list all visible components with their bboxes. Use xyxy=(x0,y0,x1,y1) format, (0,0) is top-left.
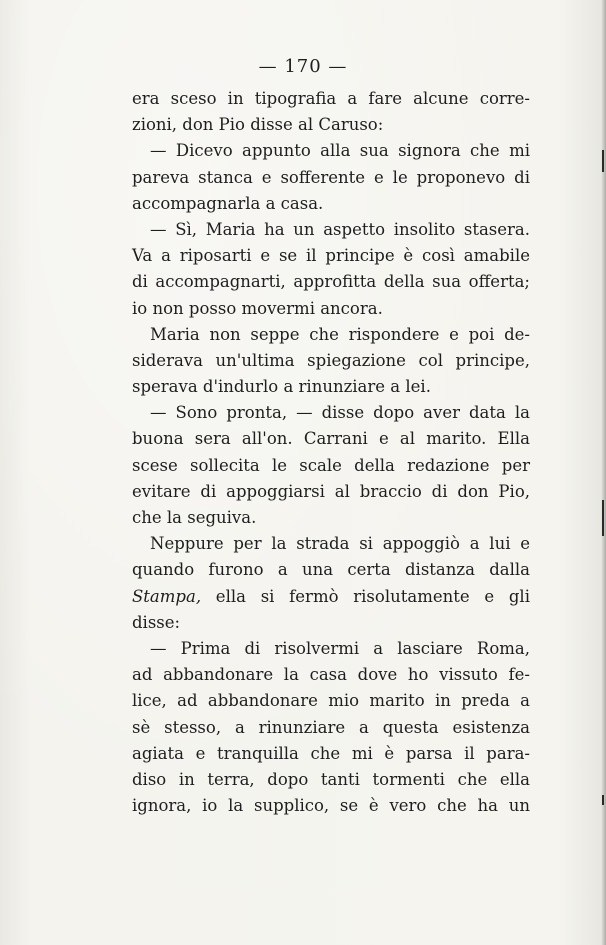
text-line: — Sono pronta, — disse dopo aver data la xyxy=(150,403,530,423)
text-line: sperava d'indurlo a rinunziare a lei. xyxy=(132,377,431,397)
page-number: — 170 — xyxy=(258,56,348,77)
text-line: sè stesso, a rinunziare a questa esistenza xyxy=(132,717,530,737)
text-line: — Dicevo appunto alla sua signora che mi xyxy=(150,141,530,161)
text-line: Neppure per la strada si appoggiò a lui e xyxy=(150,534,530,554)
text-line: accompagnarla a casa. xyxy=(132,193,324,213)
text-line: buona sera all'on. Carrani e al marito. Ella xyxy=(132,429,530,449)
text-line: era sceso in tipografia a fare alcune corre- xyxy=(132,89,530,108)
text-line: io non posso movermi ancora. xyxy=(132,298,383,318)
text-line: — Sì, Maria ha un aspetto insolito stasera. xyxy=(150,219,530,239)
text-line: scese sollecita le scale della redazione per xyxy=(132,455,530,475)
italic-title: Stampa, xyxy=(132,586,202,606)
text-line: che la seguiva. xyxy=(132,508,257,527)
text-line: pareva stanca e sofferente e le proponevo di xyxy=(132,167,530,187)
text-line: Maria non seppe che rispondere e poi de- xyxy=(150,324,530,344)
body-text xyxy=(132,86,530,819)
text-line-rest: ella si fermò risolutamente e gli xyxy=(201,586,530,606)
text-line: — Prima di risolvermi a lasciare Roma, xyxy=(150,638,530,658)
text-line: ignora, io la supplico, se è vero che ha un xyxy=(132,796,530,816)
text-line: ad abbandonare la casa dove ho vissuto fe- xyxy=(132,665,530,685)
text-line: quando furono a una certa distanza dalla xyxy=(132,560,530,580)
edge-mark xyxy=(602,500,604,536)
text-line: lice, ad abbandonare mio marito in preda a xyxy=(132,691,530,711)
text-line: zioni, don Pio disse al Caruso: xyxy=(132,115,384,135)
text-line: siderava un'ultima spiegazione col principe, xyxy=(132,350,530,370)
edge-mark xyxy=(602,795,604,805)
text-line: diso in terra, dopo tanti tormenti che ella xyxy=(132,769,530,789)
edge-mark xyxy=(602,150,604,172)
text-line: evitare di appoggiarsi al braccio di don Pio, xyxy=(132,481,530,501)
text-line xyxy=(132,584,530,610)
text-line: Va a riposarti e se il principe è così amabile xyxy=(132,246,530,266)
text-line: di accompagnarti, approfitta della sua offerta; xyxy=(132,272,530,292)
text-line: disse: xyxy=(132,612,181,632)
text-line: agiata e tranquilla che mi è parsa il para- xyxy=(132,743,530,763)
